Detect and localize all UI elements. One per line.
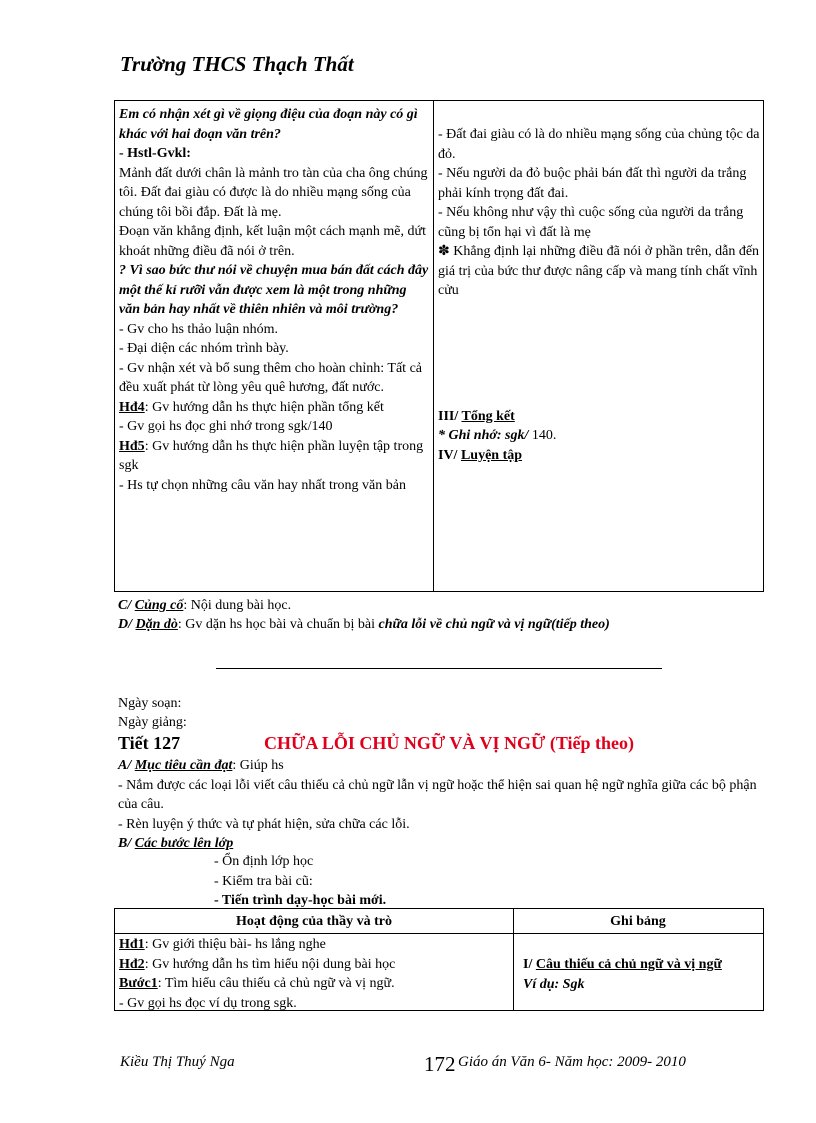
board-conclusion	[438, 242, 760, 301]
steps-list	[214, 852, 386, 911]
header-board: Ghi bảng	[610, 914, 666, 929]
consolidation-text: : Nội dung bài học.	[183, 598, 292, 613]
list-item: - Gv nhận xét và bổ sung thêm cho hoàn chỉnh: Tất cả đều xuất phát từ lòng yêu quê hương, đất nước.	[119, 360, 422, 395]
activity-4	[119, 398, 429, 418]
board-cell	[523, 955, 761, 994]
homework-next-lesson: chữa lỗi về chủ ngữ và vị ngữ(tiếp theo)	[378, 617, 610, 632]
teacher-student-column	[119, 105, 429, 495]
activity-label: Hđ2	[119, 956, 145, 972]
list-item: - Hs tự chọn những câu văn hay nhất trong văn bản	[119, 477, 406, 493]
list-item: - Đại diện các nhóm trình bày.	[119, 341, 289, 356]
step-item: - Ổn định lớp học	[214, 854, 314, 869]
board-title: Câu thiếu cả chủ ngữ và vị ngữ	[535, 957, 722, 972]
section-number: IV/	[438, 447, 461, 463]
prep-date: Ngày soạn:	[118, 696, 182, 711]
steps-label: B/	[118, 836, 135, 851]
steps-heading	[118, 834, 768, 854]
objectives-title: Mục tiêu cần đạt	[134, 758, 233, 773]
board-item: - Nếu không như vậy thì cuộc sống của người da trắng cũng bị tổn hại vì đất là mẹ	[438, 205, 744, 240]
footer-info: Giáo án Văn 6- Năm học: 2009- 2010	[458, 1054, 686, 1070]
section-title: Luyện tập	[460, 447, 523, 463]
footer-author: Kiều Thị Thuý Nga	[120, 1054, 235, 1070]
step-item: - Kiểm tra bài cũ:	[214, 873, 313, 889]
step-item: - Tiến trình dạy-học bài mới.	[214, 893, 387, 908]
activity-label: Hđ1	[119, 937, 145, 952]
activity-text: : Gv giới thiệu bài- hs lắng nghe	[144, 937, 326, 952]
paragraph-affirm: Đoạn văn khẳng định, kết luận một cách mạnh mẽ, dứt khoát những điều đã nói ở trên.	[119, 224, 426, 259]
header-divider	[115, 933, 763, 934]
paragraph-land: Mảnh đất dưới chân là mảnh tro tàn của cha ông chúng tôi. Đất đai giàu có được là do nhiều mạng sống của chúng tôi bồi đắp. Đất là mẹ.	[119, 165, 428, 220]
memo-page: 140.	[528, 428, 557, 443]
objectives-block	[118, 756, 768, 854]
activity-text: : Gv hướng dẫn hs thực hiện phần luyện tập trong sgk	[119, 438, 424, 473]
activity-text: : Gv hướng dẫn hs tìm hiểu nội dung bài học	[144, 956, 396, 972]
objective-item: - Nắm được các loại lỗi viết câu thiếu cả chủ ngữ lẫn vị ngữ hoặc thể hiện sai quan hệ ngữ nghĩa giữa các bộ phận của câu.	[118, 777, 757, 812]
homework-text: : Gv dặn hs học bài và chuẩn bị bài	[177, 617, 379, 632]
activity-text: : Gv hướng dẫn hs thực hiện phần tổng kết	[144, 399, 384, 415]
column-divider	[433, 101, 434, 591]
objectives-text: : Giúp hs	[232, 758, 284, 773]
activities-cell	[119, 935, 509, 1013]
board-item: - Nếu người da đỏ buộc phải bán đất thì người da trắng phải kính trọng đất đai.	[438, 166, 747, 201]
board-column	[438, 125, 760, 465]
homework-title: Dặn dò	[135, 617, 178, 632]
flower-bullet-icon: ✽	[438, 243, 450, 259]
board-example: Ví dụ: Sgk	[523, 976, 585, 992]
step-label: Bước1	[119, 976, 158, 991]
section-title: Tổng kết	[461, 408, 515, 424]
board-heading	[523, 955, 761, 975]
objective-item: - Rèn luyện ý thức và tự phát hiện, sửa chữa các lỗi.	[118, 816, 410, 832]
activity-2	[119, 955, 509, 975]
page-number: 172	[424, 1052, 456, 1076]
step-1	[119, 974, 509, 994]
lesson-number: Tiết 127	[118, 733, 181, 753]
homework-line	[118, 615, 610, 635]
activity-label: Hđ4	[119, 399, 145, 415]
steps-title: Các bước lên lớp	[134, 836, 234, 851]
memo-line	[438, 426, 760, 446]
lesson-title: CHỮA LỖI CHỦ NGỮ VÀ VỊ NGỮ (Tiếp theo)	[264, 733, 635, 753]
consolidation-title: Củng cố	[134, 598, 184, 613]
consolidation-line	[118, 596, 291, 616]
objectives-label: A/	[118, 758, 135, 773]
activity-5	[119, 437, 429, 476]
objectives-heading	[118, 756, 768, 776]
activity-1	[119, 935, 509, 955]
list-item: - Gv gọi hs đọc ghi nhớ trong sgk/140	[119, 419, 333, 434]
activity-label: Hđ5	[119, 438, 145, 454]
board-number: I/	[523, 957, 536, 972]
question-letter: ? Vì sao bức thư nói về chuyện mua bán đất cách đây một thế kỉ rưỡi vẫn được xem là một trong những văn bản hay nhất về thiên nhiên và môi trường?	[119, 263, 429, 317]
step-text: : Tìm hiểu câu thiếu cả chủ ngữ và vị ngữ.	[157, 976, 395, 991]
conclusion-text: Khẳng định lại những điều đã nói ở phần trên, dẫn đến giá trị của bức thư được nâng cấp và mang tính chất vĩnh cửu	[438, 244, 760, 298]
list-item: - Gv gọi hs đọc ví dụ trong sgk.	[119, 995, 297, 1011]
question-intonation: Em có nhận xét gì về giọng điệu của đoạn này có gì khác với hai đoạn văn trên?	[119, 107, 418, 142]
list-item: - Gv cho hs thảo luận nhóm.	[119, 321, 279, 337]
section-summary	[438, 407, 760, 427]
section-practice	[438, 446, 760, 466]
school-name: Trường THCS Thạch Thất	[120, 52, 354, 76]
homework-label: D/	[118, 617, 136, 632]
board-item: - Đất đai giàu có là do nhiều mạng sống của chủng tộc da đỏ.	[438, 127, 760, 162]
consolidation-label: C/	[118, 598, 135, 613]
header-activities: Hoạt động của thầy và trò	[236, 914, 392, 929]
teach-date: Ngày giảng:	[118, 715, 187, 730]
lesson-table-2	[114, 908, 764, 1011]
hstl-gvkl: - Hstl-Gvkl:	[119, 146, 191, 161]
section-divider	[216, 668, 662, 669]
memo-label: * Ghi nhớ: sgk/	[438, 428, 529, 443]
lesson-table-1	[114, 100, 764, 592]
section-number: III/	[438, 408, 462, 424]
